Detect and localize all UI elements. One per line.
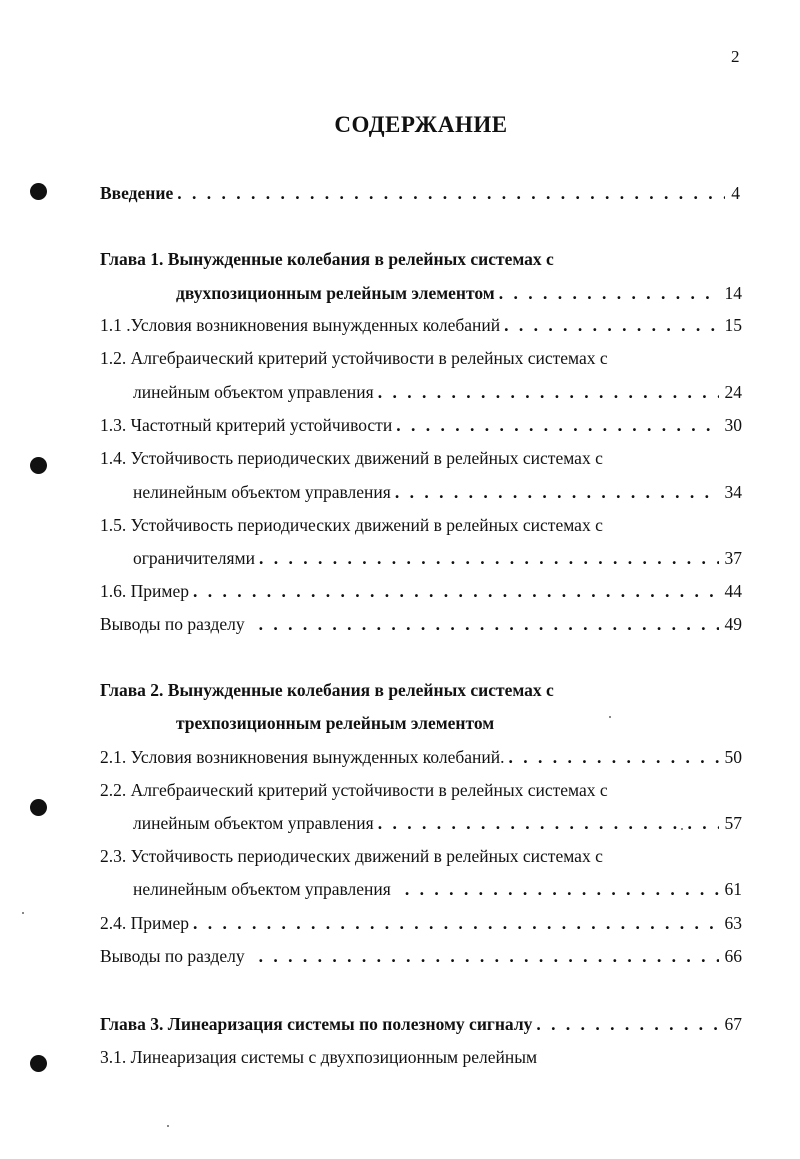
toc-entry-text: 1.3. Частотный критерий устойчивости [100, 415, 393, 435]
dot-leader [396, 413, 718, 437]
page-title: СОДЕРЖАНИЕ [334, 112, 508, 137]
dot-leader [193, 911, 719, 935]
toc-entry-text: Выводы по разделу [100, 614, 245, 634]
dot-leader [259, 546, 719, 570]
binder-hole [30, 1055, 47, 1072]
toc-entry-text: линейным объектом управления [133, 382, 374, 402]
toc-entry-text: нелинейным объектом управления [133, 482, 391, 502]
toc-entry-2-conclusions[interactable] [100, 944, 742, 968]
toc-entry-3-1-line1[interactable]: 3.1. Линеаризация системы с двухпозиционным релейным [100, 1047, 538, 1067]
toc-entry-1-conclusions[interactable] [100, 612, 742, 636]
toc-entry-text: нелинейным объектом управления [133, 879, 391, 899]
dot-leader [378, 811, 719, 835]
toc-page-number: 49 [724, 614, 742, 634]
toc-entry-2-1[interactable] [100, 745, 742, 769]
toc-page-number: 63 [724, 913, 742, 933]
toc-page-number: 37 [724, 548, 742, 568]
toc-entry-2-2-line1[interactable]: 2.2. Алгебраический критерий устойчивости в релейных системах с [100, 780, 608, 800]
toc-page-number: 57 [724, 813, 742, 833]
toc-entry-1-5[interactable] [133, 546, 742, 570]
toc-entry-intro[interactable] [100, 181, 740, 205]
toc-page-number: 24 [724, 382, 742, 402]
toc-entry-text: ограничителями [133, 548, 255, 568]
dot-leader [259, 944, 719, 968]
toc-entry-1-2[interactable] [133, 380, 742, 404]
dot-leader [509, 745, 719, 769]
page-number: 2 [731, 47, 740, 66]
toc-entry-1-1[interactable] [100, 313, 742, 337]
toc-entry-2-2[interactable] [133, 811, 742, 835]
toc-entry-text: 2.1. Условия возникновения вынужденных колебаний. [100, 747, 505, 767]
toc-entry-1-5-line1[interactable]: 1.5. Устойчивость периодических движений в релейных системах с [100, 515, 603, 535]
toc-page-number: 66 [724, 946, 742, 966]
dot-leader [504, 313, 718, 337]
toc-page-number: 34 [724, 482, 742, 502]
scan-speck [22, 912, 24, 914]
scan-speck [167, 1125, 169, 1127]
dot-leader [259, 612, 719, 636]
toc-entry-1-4[interactable] [133, 480, 742, 504]
dot-leader [193, 579, 719, 603]
toc-entry-1-6[interactable] [100, 579, 742, 603]
toc-entry-text: Глава 3. Линеаризация системы по полезному сигналу [100, 1014, 533, 1034]
chapter-2-heading-line2[interactable]: трехпозиционным релейным элементом [176, 713, 495, 733]
binder-hole [30, 457, 47, 474]
toc-entry-1-3[interactable] [100, 413, 742, 437]
chapter-1-heading[interactable]: Глава 1. Вынужденные колебания в релейных системах с [100, 249, 554, 269]
binder-hole [30, 183, 47, 200]
dot-leader [177, 181, 725, 205]
chapter-2-heading[interactable]: Глава 2. Вынужденные колебания в релейных системах с [100, 680, 554, 700]
binder-hole [30, 799, 47, 816]
toc-page-number: 44 [724, 581, 742, 601]
dot-leader [378, 380, 719, 404]
scan-speck [609, 716, 611, 718]
toc-entry-1-2-line1[interactable]: 1.2. Алгебраический критерий устойчивости в релейных системах с [100, 348, 608, 368]
dot-leader [536, 1012, 718, 1036]
toc-page-number: 30 [724, 415, 742, 435]
toc-entry-2-3[interactable] [133, 877, 742, 901]
toc-page-number: 50 [724, 747, 742, 767]
toc-entry-text: Выводы по разделу [100, 946, 245, 966]
toc-entry-text: двухпозиционным релейным элементом [176, 283, 495, 303]
toc-entry-text: 1.1 .Условия возникновения вынужденных колебаний [100, 315, 501, 335]
toc-entry-chapter-3[interactable] [100, 1012, 742, 1036]
toc-page-number: 61 [724, 879, 742, 899]
dot-leader [499, 281, 719, 305]
toc-entry-2-4[interactable] [100, 911, 742, 935]
toc-entry-text: 2.4. Пример [100, 913, 189, 933]
toc-page-number: 14 [724, 283, 742, 303]
toc-page-number: 67 [724, 1014, 742, 1034]
dot-leader [405, 877, 719, 901]
toc-entry-text: линейным объектом управления [133, 813, 374, 833]
toc-page-number: 4 [731, 183, 740, 203]
toc-entry-text: 1.6. Пример [100, 581, 189, 601]
toc-entry-text: Введение [100, 183, 174, 203]
toc-page-number: 15 [724, 315, 742, 335]
toc-entry-2-3-line1[interactable]: 2.3. Устойчивость периодических движений в релейных системах с [100, 846, 603, 866]
toc-entry-chapter-1[interactable] [176, 281, 742, 305]
toc-entry-1-4-line1[interactable]: 1.4. Устойчивость периодических движений в релейных системах с [100, 448, 603, 468]
dot-leader [395, 480, 719, 504]
